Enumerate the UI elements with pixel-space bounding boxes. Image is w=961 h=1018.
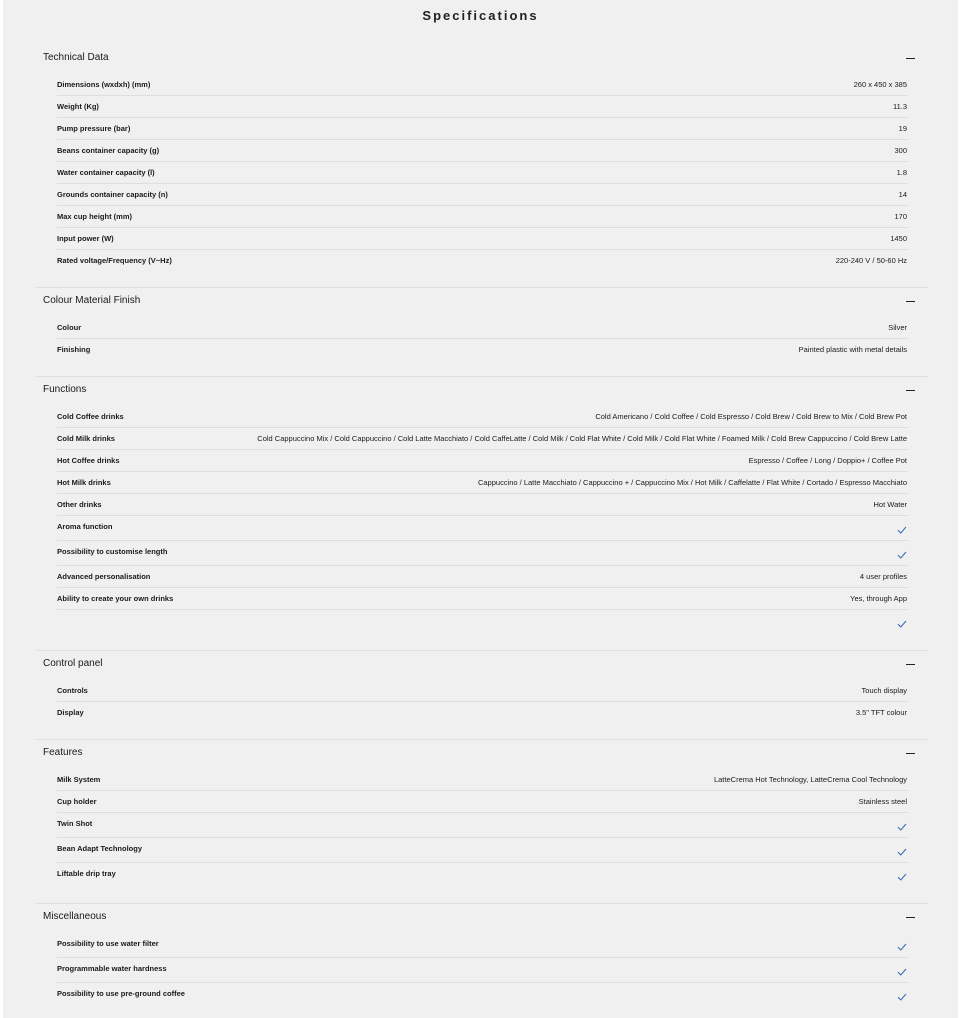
spec-value: 19 xyxy=(898,124,907,133)
spec-row xyxy=(35,96,928,118)
section-title: Functions xyxy=(43,384,87,395)
spec-label: Rated voltage/Frequency (V~Hz) xyxy=(57,256,172,265)
spec-row xyxy=(35,339,928,361)
spec-value: 1.8 xyxy=(896,168,907,177)
spec-row xyxy=(35,206,928,228)
spec-row xyxy=(35,428,928,450)
spec-label: Finishing xyxy=(57,345,91,354)
section-title: Control panel xyxy=(43,658,103,669)
spec-label: Input power (W) xyxy=(57,234,114,243)
check-icon xyxy=(897,620,907,628)
section-header[interactable] xyxy=(35,376,928,406)
spec-row xyxy=(35,228,928,250)
spec-row xyxy=(35,863,928,888)
minus-icon[interactable] xyxy=(906,390,915,391)
section-title: Features xyxy=(43,747,83,758)
spec-row xyxy=(35,162,928,184)
section-header[interactable] xyxy=(35,650,928,680)
spec-row xyxy=(35,250,928,272)
check-icon xyxy=(897,526,907,534)
spec-row xyxy=(35,680,928,702)
spec-row xyxy=(35,317,928,339)
section-title: Miscellaneous xyxy=(43,911,107,922)
spec-label: Bean Adapt Technology xyxy=(57,844,143,853)
spec-value: 3.5" TFT colour xyxy=(855,708,907,717)
spec-value: Painted plastic with metal details xyxy=(798,345,907,354)
check-icon xyxy=(897,551,907,559)
check-icon xyxy=(897,968,907,976)
spec-value: 170 xyxy=(894,212,907,221)
spec-row xyxy=(35,541,928,566)
spec-row xyxy=(35,983,928,1008)
spec-row xyxy=(35,74,928,96)
spec-row xyxy=(35,118,928,140)
spec-row xyxy=(35,472,928,494)
spec-row xyxy=(35,494,928,516)
spec-row xyxy=(35,791,928,813)
spec-row xyxy=(35,450,928,472)
page-title: Specifications xyxy=(422,8,539,23)
spec-value: Cold Americano / Cold Coffee / Cold Espresso / Cold Brew / Cold Brew to Mix / Cold Brew Pot xyxy=(595,412,907,421)
spec-row xyxy=(35,566,928,588)
spec-label: Weight (Kg) xyxy=(57,102,99,111)
spec-label: Water container capacity (l) xyxy=(57,168,155,177)
spec-value: Stainless steel xyxy=(858,797,907,806)
spec-label: Advanced personalisation xyxy=(57,572,151,581)
spec-label: Beans container capacity (g) xyxy=(57,146,160,155)
spec-value: 260 x 450 x 385 xyxy=(853,80,907,89)
spec-value: Cold Cappuccino Mix / Cold Cappuccino / Cold Latte Macchiato / Cold CaffeLatte / Cold Milk / Cold Flat White / Cold Milk / Cold Flat White / Foamed Milk / Cold Brew Cappuccino / Cold Brew Latte xyxy=(257,434,907,443)
spec-label: Possibility to use pre-ground coffee xyxy=(57,989,185,998)
spec-value: 4 user profiles xyxy=(859,572,907,581)
spec-row xyxy=(35,958,928,983)
spec-row xyxy=(35,588,928,610)
spec-section xyxy=(35,739,928,888)
spec-label: Controls xyxy=(57,686,88,695)
check-icon xyxy=(897,848,907,856)
section-header[interactable] xyxy=(35,287,928,317)
spec-row xyxy=(35,184,928,206)
spec-value: 300 xyxy=(894,146,907,155)
spec-label: Dimensions (wxdxh) (mm) xyxy=(57,80,151,89)
spec-label: Colour xyxy=(57,323,82,332)
check-icon xyxy=(897,823,907,831)
spec-label: Possibility to customise length xyxy=(57,547,168,556)
spec-row xyxy=(35,933,928,958)
spec-section xyxy=(35,287,928,361)
section-header[interactable] xyxy=(35,739,928,769)
spec-label: Grounds container capacity (n) xyxy=(57,190,168,199)
spec-label: Possibility to use water filter xyxy=(57,939,159,948)
spec-label: Hot Milk drinks xyxy=(57,478,111,487)
spec-label: Milk System xyxy=(57,775,101,784)
spec-label: Pump pressure (bar) xyxy=(57,124,131,133)
section-title: Technical Data xyxy=(43,52,109,63)
minus-icon[interactable] xyxy=(906,301,915,302)
spec-label: Liftable drip tray xyxy=(57,869,116,878)
spec-row xyxy=(35,838,928,863)
spec-label: Twin Shot xyxy=(57,819,93,828)
spec-section xyxy=(35,44,928,272)
check-icon xyxy=(897,993,907,1001)
spec-label: Cold Coffee drinks xyxy=(57,412,124,421)
spec-label: Display xyxy=(57,708,84,717)
spec-label: Max cup height (mm) xyxy=(57,212,133,221)
check-icon xyxy=(897,873,907,881)
spec-label: Programmable water hardness xyxy=(57,964,167,973)
check-icon xyxy=(897,943,907,951)
spec-value: 1450 xyxy=(890,234,907,243)
spec-section xyxy=(35,903,928,1008)
spec-row xyxy=(35,516,928,541)
spec-label: Cold Milk drinks xyxy=(57,434,115,443)
spec-label: Hot Coffee drinks xyxy=(57,456,120,465)
spec-value: Hot Water xyxy=(873,500,907,509)
spec-value: Touch display xyxy=(861,686,907,695)
spec-row xyxy=(35,140,928,162)
spec-value: 220-240 V / 50-60 Hz xyxy=(835,256,907,265)
spec-label: Aroma function xyxy=(57,522,113,531)
spec-row xyxy=(35,406,928,428)
minus-icon[interactable] xyxy=(906,917,915,918)
minus-icon[interactable] xyxy=(906,664,915,665)
minus-icon[interactable] xyxy=(906,753,915,754)
spec-label: Other drinks xyxy=(57,500,102,509)
section-header[interactable] xyxy=(35,44,928,74)
spec-label: Ability to create your own drinks xyxy=(57,594,174,603)
spec-value: Espresso / Coffee / Long / Doppio+ / Coffee Pot xyxy=(748,456,907,465)
minus-icon[interactable] xyxy=(906,58,915,59)
spec-value: LatteCrema Hot Technology, LatteCrema Cool Technology xyxy=(713,775,907,784)
spec-row xyxy=(35,813,928,838)
spec-value: Silver xyxy=(888,323,907,332)
spec-row xyxy=(35,702,928,724)
spec-value: 11.3 xyxy=(892,102,907,111)
section-header[interactable] xyxy=(35,903,928,933)
spec-value: 14 xyxy=(898,190,907,199)
spec-value: Cappuccino / Latte Macchiato / Cappuccino + / Cappuccino Mix / Hot Milk / Caffelatte / Flat White / Cortado / Espresso Macchiato xyxy=(477,478,907,487)
spec-label: Cup holder xyxy=(57,797,97,806)
spec-section xyxy=(35,650,928,724)
section-title: Colour Material Finish xyxy=(43,295,141,306)
spec-section xyxy=(35,376,928,645)
spec-row xyxy=(35,610,928,645)
spec-value: Yes, through App xyxy=(850,594,907,603)
spec-row xyxy=(35,769,928,791)
